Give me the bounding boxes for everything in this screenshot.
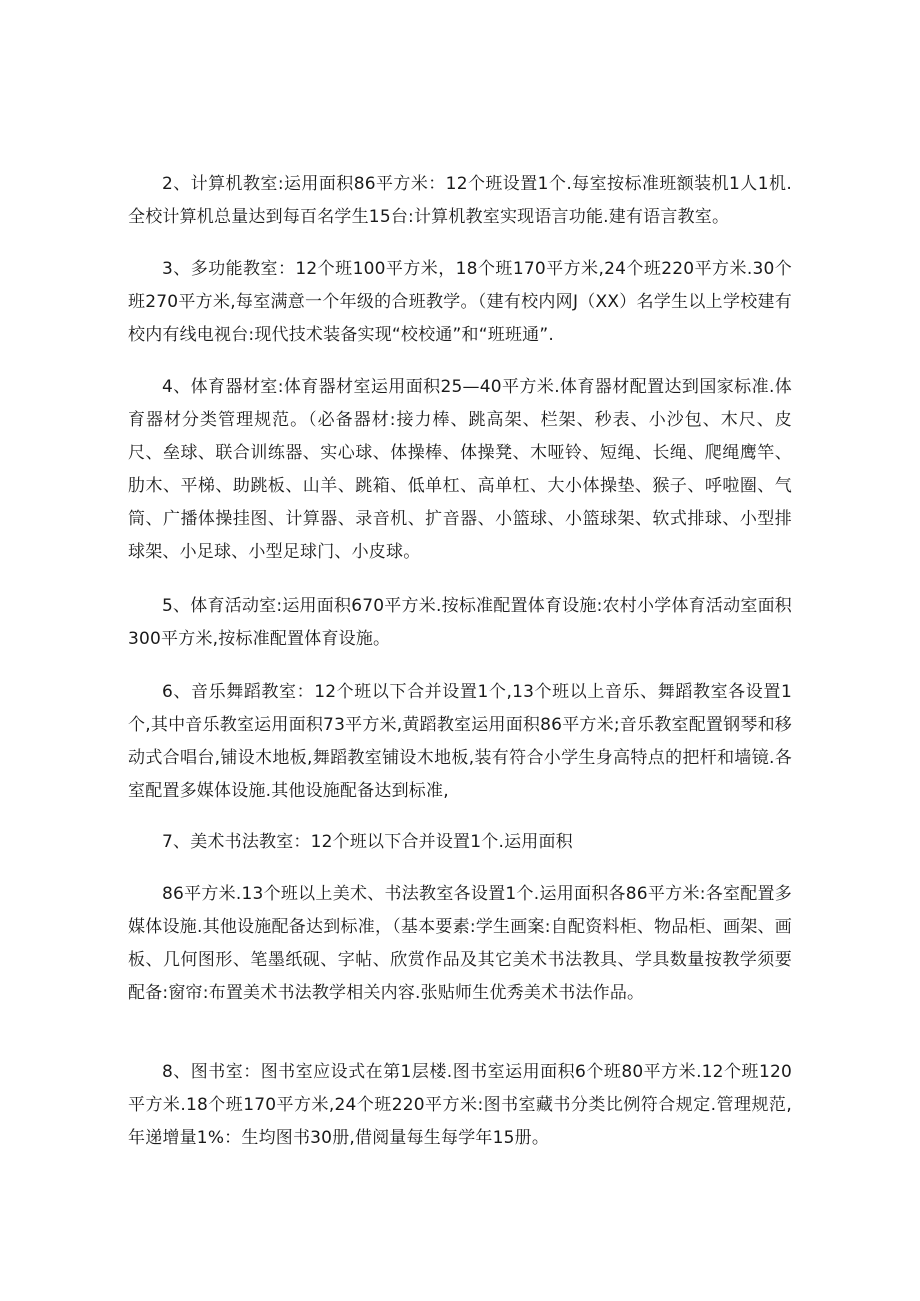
paragraph-art-calligraphy-detail: 86平方米.13个班以上美术、书法教室各设置1个.运用面积各86平方米:各室配置多媒体设施.其他设施配备达到标准，（基本要素:学生画案:自配资料柜、物品柜、画架、画板、几何图形、笔墨纸砚、字帖、欣赏作品及其它美术书法教具、学具数量按教学须要配备:窗帘:布置美术书法教学相关内容.张贴师生优秀美术书法作品。 — [128, 884, 792, 1003]
paragraph-art-calligraphy-heading: 7、美术书法教室：12个班以下合并设置1个.运用面积 — [162, 832, 573, 852]
paragraph-computer-classroom: 2、计算机教室:运用面积86平方米：12个班设置1个.每室按标准班额装机1人1机.全校计算机总量达到每百名学生15台:计算机教室实现语言功能.建有语言教室。 — [128, 174, 792, 227]
paragraph-multifunction-classroom: 3、多功能教室：12个班100平方米，18个班170平方米,24个班220平方米.30个班270平方米,每室满意一个年级的合班教学。（建有校内网J（XX）名学生以上学校建有校内有线电视台:现代技术装备实现“校校通”和“班班通”. — [128, 259, 792, 345]
paragraph-sports-activity-room: 5、体育活动室:运用面积670平方米.按标准配置体育设施:农村小学体育活动室面积300平方米,按标准配置体育设施。 — [128, 596, 792, 649]
paragraph-library: 8、图书室：图书室应设式在第1层楼.图书室运用面积6个班80平方米.12个班120平方米.18个班170平方米,24个班220平方米:图书室藏书分类比例符合规定.管理规范,年递增量1%：生均图书30册,借阅量每生每学年15册。 — [128, 1062, 792, 1148]
paragraph-music-dance-classroom: 6、音乐舞蹈教室：12个班以下合并设置1个,13个班以上音乐、舞蹈教室各设置1个,其中音乐教室运用面积73平方米,黄蹈教室运用面积86平方米;音乐教室配置钢琴和移动式合唱台,铺设木地板,舞蹈教室铺设木地板,装有符合小学生身高特点的把杆和墙镜.各室配置多媒体设施.其他设施配备达到标准, — [128, 682, 792, 801]
paragraph-sports-equipment-room: 4、体育器材室:体育器材室运用面积25—40平方米.体育器材配置达到国家标准.体育器材分类管理规范。（必备器材:接力棒、跳高架、栏架、秒表、小沙包、木尺、皮尺、垒球、联合训练器、实心球、体操棒、体操凳、木哑铃、短绳、长绳、爬绳鹰竿、肋木、平梯、助跳板、山羊、跳箱、低单杠、高单杠、大小体操垫、猴子、呼啦圈、气筒、广播体操挂图、计算器、录音机、扩音器、小篮球、小篮球架、软式排球、小型排球架、小足球、小型足球门、小皮球。 — [128, 377, 792, 562]
